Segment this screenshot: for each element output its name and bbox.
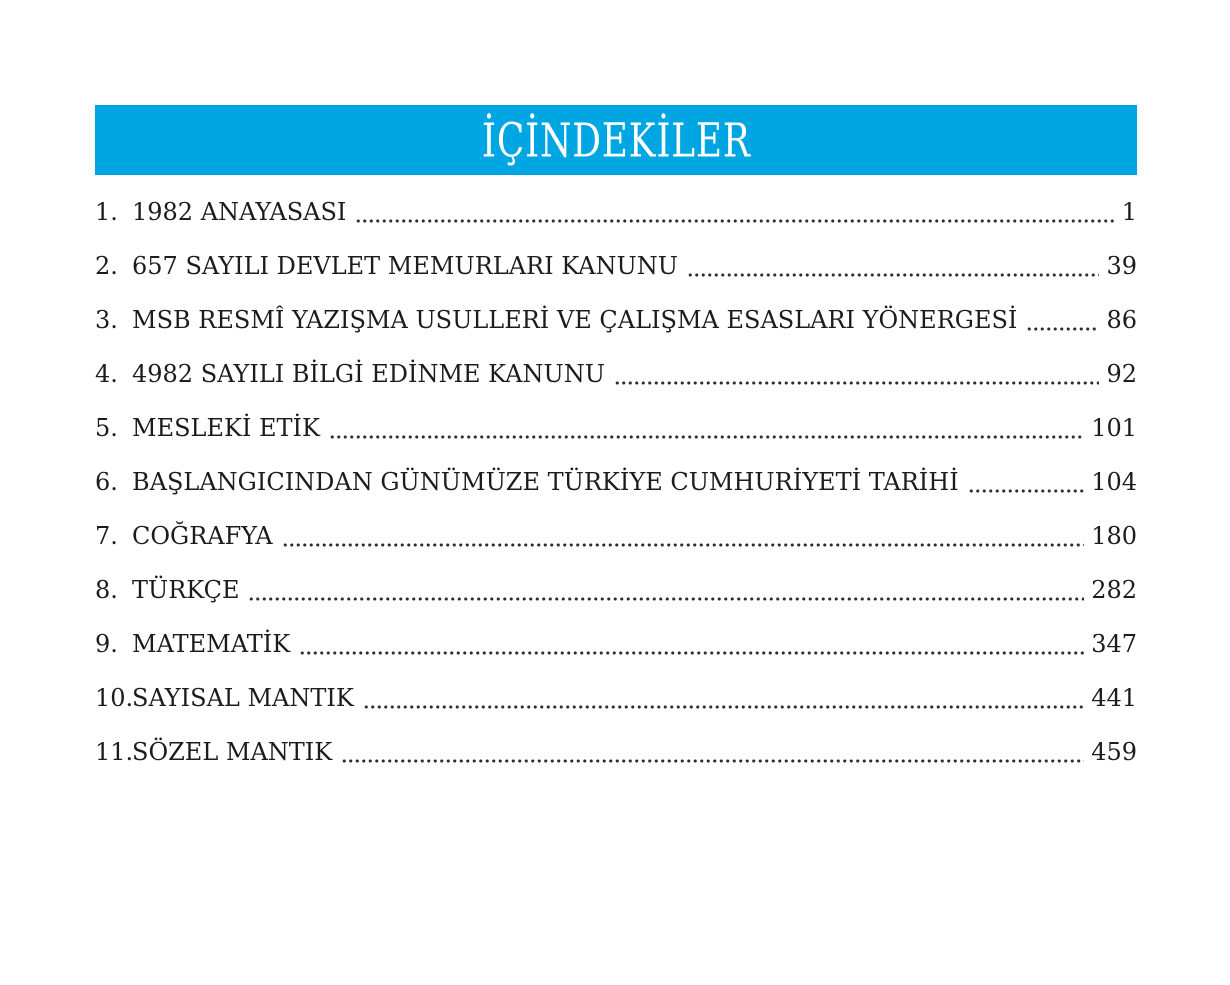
toc-entry-title: SAYISAL MANTIK [132, 684, 354, 712]
toc-entry-page-number: 441 [1091, 684, 1137, 712]
dot-leader [355, 185, 1114, 239]
dot-leader [1026, 293, 1099, 347]
toc-entry-page-number: 92 [1106, 360, 1137, 388]
toc-entry [95, 563, 1137, 617]
toc-entry [95, 239, 1137, 293]
toc-entry-number: 4. [95, 360, 118, 388]
toc-entry-page-number: 347 [1091, 630, 1137, 658]
toc-list [95, 185, 1137, 779]
toc-entry-page-number: 282 [1091, 576, 1137, 604]
toc-entry-number: 7. [95, 522, 118, 550]
toc-entry-title: MATEMATİK [132, 630, 291, 658]
toc-entry-title: SÖZEL MANTIK [132, 738, 333, 766]
toc-entry-page-number: 1 [1121, 198, 1137, 226]
contents-header-bar [95, 105, 1137, 175]
dot-leader [614, 347, 1100, 401]
toc-entry [95, 347, 1137, 401]
dot-leader [968, 455, 1085, 509]
toc-entry [95, 293, 1137, 347]
toc-entry [95, 509, 1137, 563]
toc-entry-title: BAŞLANGICINDAN GÜNÜMÜZE TÜRKİYE CUMHURİYETİ TARİHİ [132, 468, 959, 496]
toc-entry-page-number: 459 [1091, 738, 1137, 766]
toc-entry [95, 617, 1137, 671]
toc-entry-number: 2. [95, 252, 118, 280]
dot-leader [299, 617, 1084, 671]
toc-entry [95, 455, 1137, 509]
toc-entry [95, 401, 1137, 455]
toc-entry-page-number: 104 [1091, 468, 1137, 496]
toc-entry-page-number: 86 [1106, 306, 1137, 334]
toc-entry-number: 11. [95, 738, 134, 766]
dot-leader [341, 725, 1084, 779]
toc-entry [95, 671, 1137, 725]
toc-entry-page-number: 180 [1091, 522, 1137, 550]
toc-entry-number: 3. [95, 306, 118, 334]
toc-entry [95, 185, 1137, 239]
toc-entry-title: COĞRAFYA [132, 522, 273, 550]
toc-entry-number: 8. [95, 576, 118, 604]
toc-entry-title: MESLEKİ ETİK [132, 414, 320, 442]
toc-entry-title: 1982 ANAYASASI [132, 198, 347, 226]
toc-entry-number: 10. [95, 684, 134, 712]
toc-entry-page-number: 101 [1091, 414, 1137, 442]
dot-leader [282, 509, 1085, 563]
toc-entry-title: 4982 SAYILI BİLGİ EDİNME KANUNU [132, 360, 605, 388]
toc-entry [95, 725, 1137, 779]
dot-leader [687, 239, 1100, 293]
toc-entry-title: TÜRKÇE [132, 576, 240, 604]
page-title: İÇİNDEKİLER [481, 112, 751, 168]
dot-leader [363, 671, 1084, 725]
toc-entry-number: 1. [95, 198, 118, 226]
toc-entry-title: MSB RESMÎ YAZIŞMA USULLERİ VE ÇALIŞMA ESASLARI YÖNERGESİ [132, 306, 1018, 334]
toc-entry-number: 5. [95, 414, 118, 442]
dot-leader [329, 401, 1084, 455]
toc-entry-number: 9. [95, 630, 118, 658]
toc-entry-number: 6. [95, 468, 118, 496]
toc-entry-title: 657 SAYILI DEVLET MEMURLARI KANUNU [132, 252, 678, 280]
toc-entry-page-number: 39 [1106, 252, 1137, 280]
dot-leader [248, 563, 1084, 617]
